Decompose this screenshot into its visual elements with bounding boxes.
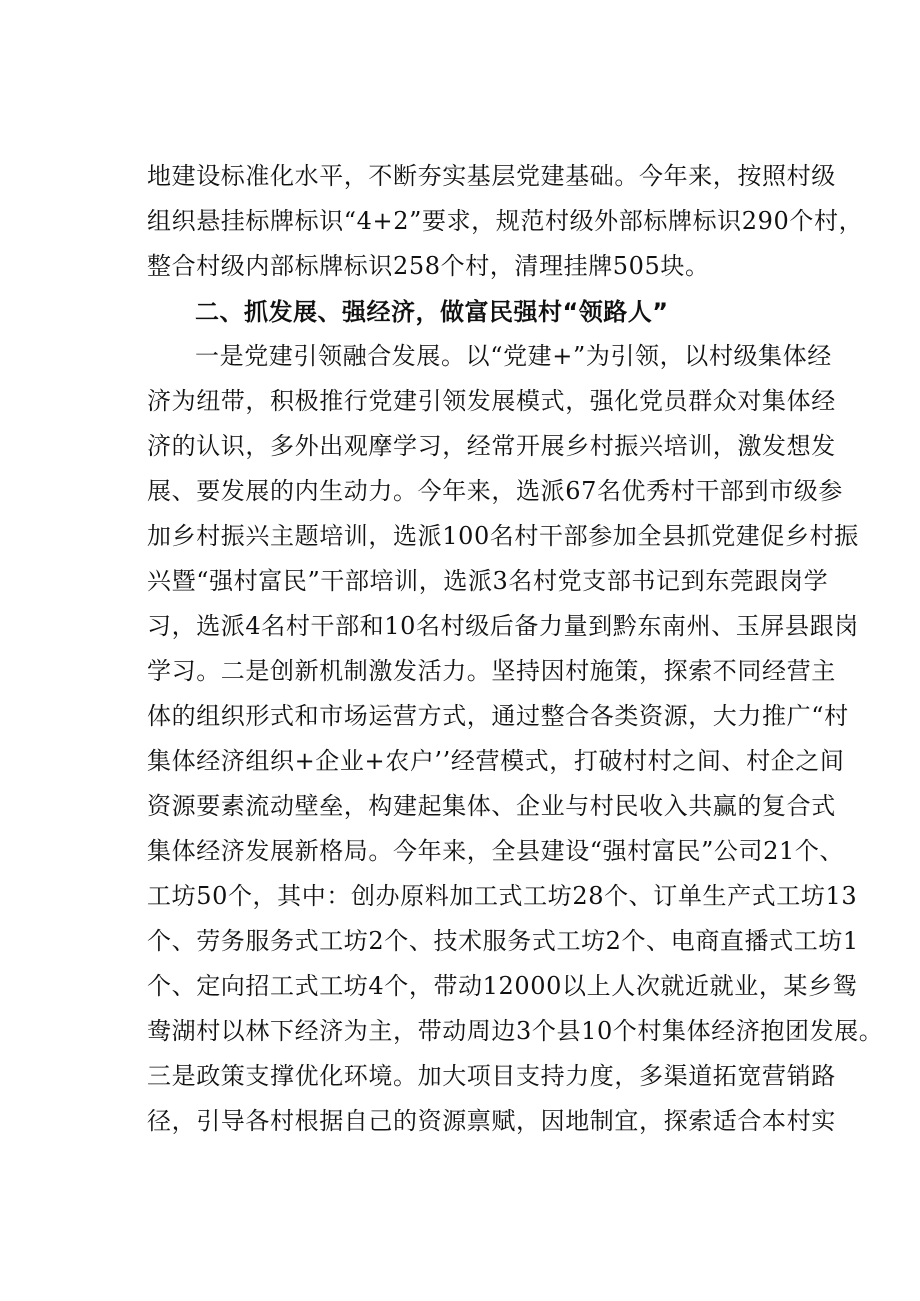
paragraph-line: 个、定向招工式工坊4个，带动12000以上人次就近就业，某乡鸳: [147, 972, 858, 1000]
paragraph-line: 体的组织形式和市场运营方式，通过整合各类资源，大力推广“村: [147, 702, 849, 730]
paragraph-line: 集体经济组织+企业+农户’’经营模式，打破村村之间、村企之间: [147, 747, 845, 775]
paragraph-line: 三是政策支撑优化环境。加大项目支持力度，多渠道拓宽营销路: [147, 1062, 836, 1090]
paragraph-line: 学习。二是创新机制激发活力。坚持因村施策，探索不同经营主: [147, 657, 836, 685]
paragraph-line: 济的认识，多外出观摩学习，经常开展乡村振兴培训，激发想发: [147, 432, 836, 460]
paragraph-line: 地建设标准化水平，不断夯实基层党建基础。今年来，按照村级: [147, 162, 836, 190]
paragraph-line: 组织悬挂标牌标识“4+2”要求，规范村级外部标牌标识290个村，: [147, 207, 864, 235]
paragraph-line: 工坊50个，其中：创办原料加工式工坊28个、订单生产式工坊13: [147, 882, 858, 910]
paragraph-line: 一是党建引领融合发展。以“党建+”为引领，以村级集体经: [195, 342, 832, 370]
paragraph-line: 径，引导各村根据自己的资源禀赋，因地制宜，探索适合本村实: [147, 1107, 836, 1135]
paragraph-line: 集体经济发展新格局。今年来，全县建设“强村富民”公司21个、: [147, 837, 845, 865]
paragraph-line: 济为纽带，积极推行党建引领发展模式，强化党员群众对集体经: [147, 387, 836, 415]
paragraph-line: 展、要发展的内生动力。今年来，选派67名优秀村干部到市级参: [147, 477, 843, 505]
paragraph-line: 个、劳务服务式工坊2个、技术服务式工坊2个、电商直播式工坊1: [147, 927, 859, 955]
paragraph-line: 兴暨“强村富民”干部培训，选派3名村党支部书记到东莞跟岗学: [147, 567, 829, 595]
paragraph-line: 加乡村振兴主题培训，选派100名村干部参加全县抓党建促乡村振: [147, 522, 859, 550]
section-heading: 二、抓发展、强经济，做富民强村“领路人”: [195, 298, 669, 326]
paragraph-line: 资源要素流动壁垒，构建起集体、企业与村民收入共赢的复合式: [147, 792, 836, 820]
paragraph-line: 鸯湖村以林下经济为主，带动周边3个县10个村集体经济抱团发展。: [147, 1017, 884, 1045]
paragraph-line: 习，选派4名村干部和10名村级后备力量到黔东南州、玉屏县跟岗: [147, 612, 859, 640]
paragraph-line: 整合村级内部标牌标识258个村，清理挂牌505块。: [147, 252, 710, 280]
